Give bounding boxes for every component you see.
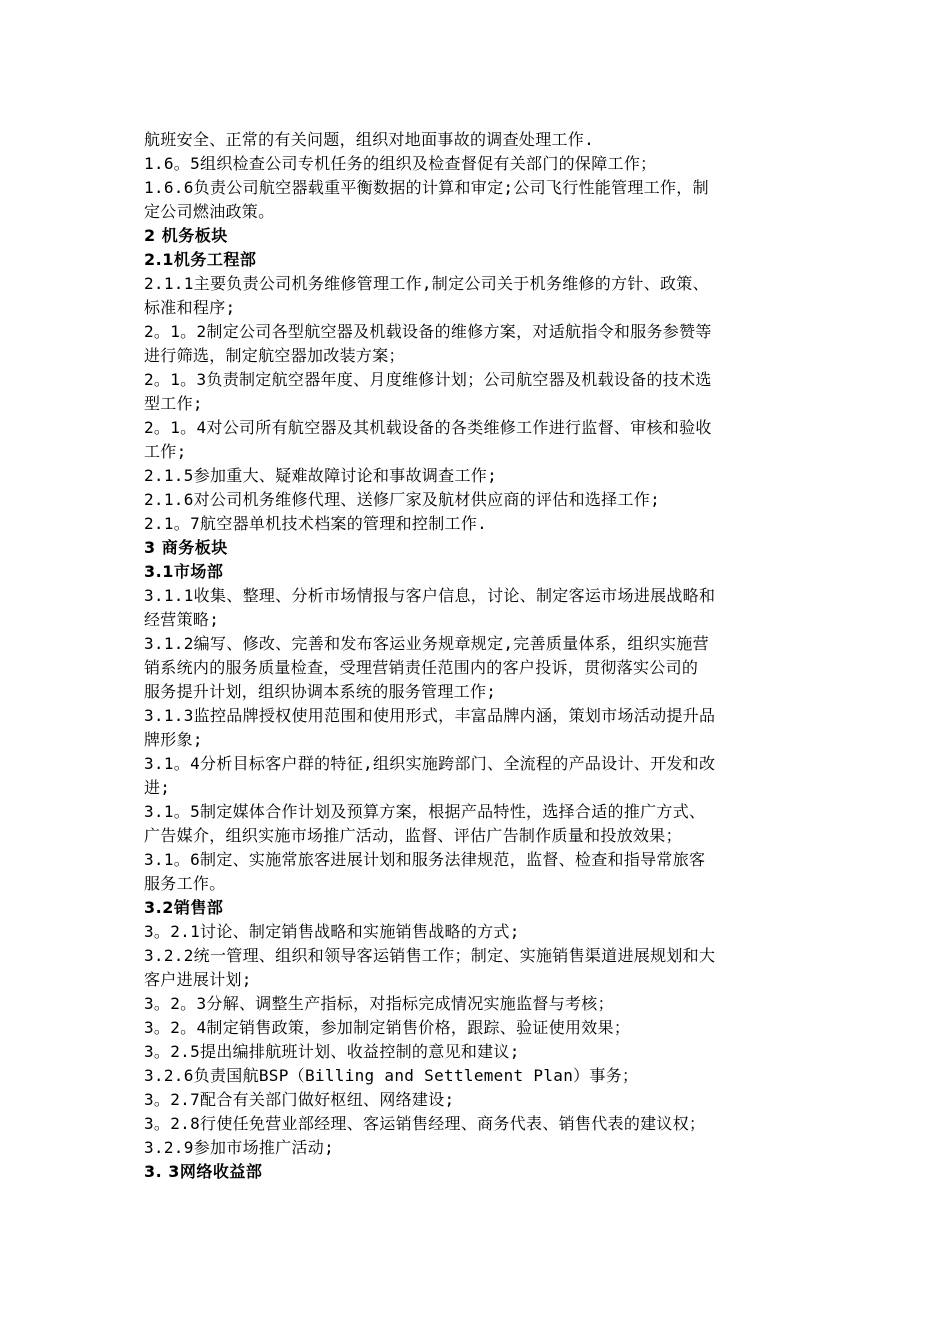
paragraph-line: 销系统内的服务质量检查，受理营销责任范围内的客户投诉，贯彻落实公司的 — [144, 658, 699, 677]
paragraph-line: 2.1.1主要负责公司机务维修管理工作,制定公司关于机务维修的方针、政策、 — [144, 274, 709, 293]
paragraph — [144, 704, 814, 752]
paragraph-line: 牌形象; — [144, 730, 203, 749]
paragraph-line: 3.2.2统一管理、组织和领导客运销售工作；制定、实施销售渠道进展规划和大 — [144, 946, 716, 965]
paragraph — [144, 992, 814, 1016]
section-heading — [144, 536, 814, 560]
paragraph-line: 3。2.7配合有关部门做好枢纽、网络建设; — [144, 1090, 455, 1109]
paragraph-line: 3.1。4分析目标客户群的特征,组织实施跨部门、全流程的产品设计、开发和改 — [144, 754, 716, 773]
paragraph-line: 客户进展计划; — [144, 970, 252, 989]
paragraph-line: 3。2。3分解、调整生产指标，对指标完成情况实施监督与考核； — [144, 994, 614, 1013]
paragraph — [144, 848, 814, 896]
heading-text: 3.1市场部 — [144, 562, 224, 581]
heading-text: 3. 3网络收益部 — [144, 1162, 263, 1181]
paragraph — [144, 128, 814, 152]
paragraph — [144, 752, 814, 800]
paragraph — [144, 632, 814, 704]
paragraph — [144, 272, 814, 320]
heading-text: 3 商务板块 — [144, 538, 228, 557]
paragraph — [144, 368, 814, 416]
paragraph — [144, 944, 814, 992]
paragraph — [144, 1016, 814, 1040]
section-heading — [144, 248, 814, 272]
paragraph — [144, 152, 814, 176]
paragraph-line: 进行筛选，制定航空器加改装方案； — [144, 346, 405, 365]
paragraph-line: 3.1。5制定媒体合作计划及预算方案，根据产品特性，选择合适的推广方式、 — [144, 802, 706, 821]
paragraph — [144, 512, 814, 536]
paragraph-line: 经营策略; — [144, 610, 220, 629]
paragraph — [144, 1112, 814, 1136]
paragraph — [144, 1088, 814, 1112]
paragraph — [144, 464, 814, 488]
paragraph — [144, 416, 814, 464]
paragraph — [144, 584, 814, 632]
paragraph — [144, 1136, 814, 1160]
paragraph — [144, 920, 814, 944]
paragraph-line: 1.6。5组织检查公司专机任务的组织及检查督促有关部门的保障工作； — [144, 154, 657, 173]
paragraph-line: 广告媒介，组织实施市场推广活动，监督、评估广告制作质量和投放效果； — [144, 826, 682, 845]
paragraph — [144, 800, 814, 848]
paragraph-line: 服务提升计划，组织协调本系统的服务管理工作; — [144, 682, 497, 701]
paragraph-line: 标准和程序; — [144, 298, 236, 317]
paragraph-line: 工作; — [144, 442, 187, 461]
paragraph-line: 2.1.5参加重大、疑难故障讨论和事故调查工作; — [144, 466, 497, 485]
paragraph — [144, 488, 814, 512]
paragraph — [144, 320, 814, 368]
section-heading — [144, 1160, 814, 1184]
section-heading — [144, 560, 814, 584]
paragraph-line: 1.6.6负责公司航空器载重平衡数据的计算和审定;公司飞行性能管理工作，制 — [144, 178, 709, 197]
paragraph-line: 3.1.3监控品牌授权使用范围和使用形式，丰富品牌内涵，策划市场活动提升品 — [144, 706, 716, 725]
paragraph-line: 3.1.2编写、修改、完善和发布客运业务规章规定,完善质量体系，组织实施营 — [144, 634, 709, 653]
heading-text: 3.2销售部 — [144, 898, 224, 917]
paragraph — [144, 1040, 814, 1064]
paragraph-line: 型工作; — [144, 394, 203, 413]
paragraph-line: 3.2.6负责国航BSP（Billing and Settlement Plan）事务； — [144, 1066, 639, 1085]
paragraph-line: 3。2.5提出编排航班计划、收益控制的意见和建议; — [144, 1042, 520, 1061]
paragraph-line: 进; — [144, 778, 171, 797]
paragraph-line: 3。2。4制定销售政策，参加制定销售价格，跟踪、验证使用效果； — [144, 1018, 631, 1037]
paragraph-line: 2。1。4对公司所有航空器及其机载设备的各类维修工作进行监督、审核和验收 — [144, 418, 712, 437]
paragraph-line: 服务工作。 — [144, 874, 226, 893]
section-heading — [144, 896, 814, 920]
paragraph-line: 定公司燃油政策。 — [144, 202, 275, 221]
section-heading — [144, 224, 814, 248]
paragraph-line: 3.1。6制定、实施常旅客进展计划和服务法律规范，监督、检查和指导常旅客 — [144, 850, 706, 869]
paragraph-line: 2.1。7航空器单机技术档案的管理和控制工作. — [144, 514, 488, 533]
paragraph-line: 2.1.6对公司机务维修代理、送修厂家及航材供应商的评估和选择工作; — [144, 490, 660, 509]
paragraph-line: 3.1.1收集、整理、分析市场情报与客户信息，讨论、制定客运市场进展战略和 — [144, 586, 716, 605]
paragraph-line: 3.2.9参加市场推广活动; — [144, 1138, 334, 1157]
paragraph-line: 3。2.1讨论、制定销售战略和实施销售战略的方式; — [144, 922, 520, 941]
paragraph-line: 2。1。2制定公司各型航空器及机载设备的维修方案，对适航指令和服务参赞等 — [144, 322, 712, 341]
paragraph-line: 2。1。3负责制定航空器年度、月度维修计划；公司航空器及机载设备的技术选 — [144, 370, 712, 389]
heading-text: 2.1机务工程部 — [144, 250, 257, 269]
document-page — [144, 128, 814, 1184]
paragraph — [144, 176, 814, 224]
heading-text: 2 机务板块 — [144, 226, 228, 245]
paragraph-line: 航班安全、正常的有关问题，组织对地面事故的调查处理工作. — [144, 130, 595, 149]
paragraph-line: 3。2.8行使任免营业部经理、客运销售经理、商务代表、销售代表的建议权； — [144, 1114, 706, 1133]
paragraph — [144, 1064, 814, 1088]
